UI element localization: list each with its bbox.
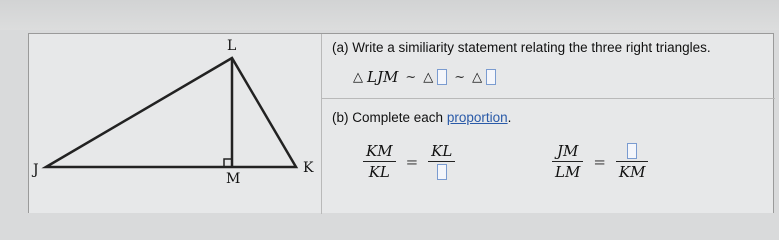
fraction-numerator: JM [556, 142, 579, 160]
part-a-instruction [332, 40, 711, 55]
part-a-label: (a) [332, 40, 349, 55]
fraction-numerator [624, 141, 640, 161]
triangle-ljk [46, 58, 296, 167]
fraction-denominator: KL [368, 163, 390, 181]
top-strip [0, 0, 779, 30]
second-triangle-answer-box[interactable] [437, 69, 447, 85]
part-b-text-suffix: . [507, 110, 512, 125]
fraction-km-over-kl [363, 141, 396, 182]
similar-symbol: ~ [454, 69, 466, 85]
equals-sign: = [405, 152, 419, 171]
equals-sign: = [593, 152, 606, 171]
proportion-2 [552, 141, 648, 182]
proportion-link[interactable]: proportion [446, 110, 508, 125]
proportion-2-numerator-answer-box[interactable] [627, 143, 637, 159]
vertex-label-l: L [227, 38, 237, 54]
fraction-blank-over-km [616, 141, 649, 182]
part-b-label: (b) [332, 110, 349, 125]
triangle-symbol: △ [423, 69, 434, 85]
fraction-kl-over-blank [428, 141, 455, 182]
vertex-label-j: J [33, 162, 39, 178]
first-triangle: LJM [367, 68, 399, 86]
fraction-denominator [434, 162, 450, 182]
vertex-label-m: M [226, 171, 241, 187]
fraction-denominator: KM [618, 163, 646, 181]
fraction-denominator: LM [555, 163, 581, 181]
triangle-symbol: △ [472, 69, 483, 85]
horizontal-divider [321, 98, 775, 99]
proportion-1-denominator-answer-box[interactable] [437, 164, 447, 180]
part-b-text-prefix: Complete each [352, 110, 447, 125]
fraction-numerator: KM [366, 142, 393, 160]
vertex-label-k: K [303, 160, 314, 176]
problem-panel [28, 33, 774, 213]
fraction-numerator: KL [431, 142, 453, 160]
part-a-text: Write a similiarity statement relating the three right triangles. [352, 40, 711, 55]
triangle-symbol: △ [353, 69, 363, 85]
similarity-statement [353, 68, 496, 86]
triangle-figure [29, 34, 329, 214]
similar-symbol: ~ [405, 69, 417, 85]
part-b-instruction [332, 110, 511, 125]
vertical-divider [321, 34, 322, 214]
third-triangle-answer-box[interactable] [486, 69, 496, 85]
fraction-jm-over-lm [552, 141, 583, 182]
proportion-1 [363, 141, 455, 182]
